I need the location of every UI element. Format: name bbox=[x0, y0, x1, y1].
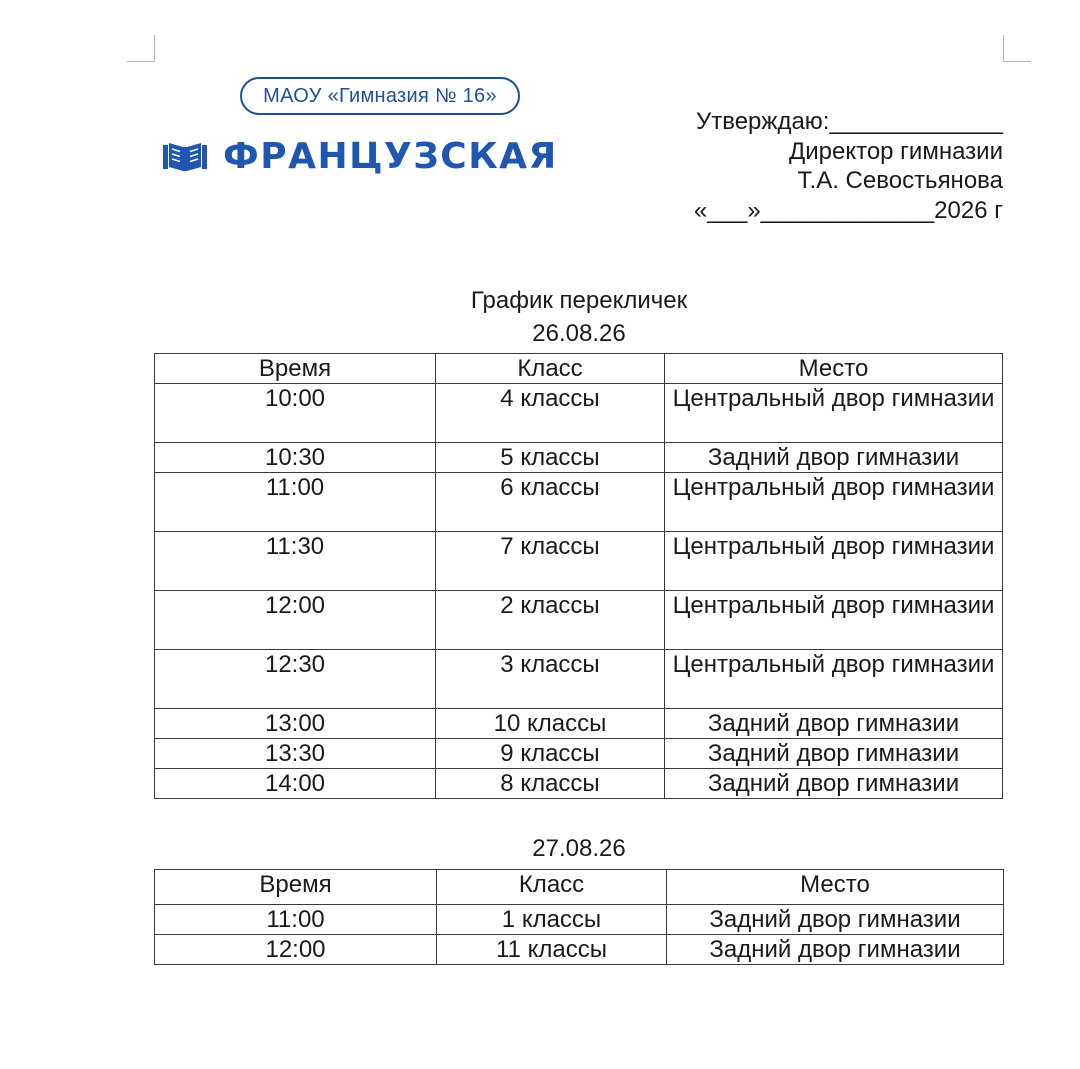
place-cell: Задний двор гимназии bbox=[667, 935, 1004, 965]
gymnasium-logo bbox=[163, 137, 558, 177]
page-corner-mark-right bbox=[1003, 35, 1031, 62]
column-header-place: Место bbox=[667, 870, 1004, 905]
approval-signature-line: Утверждаю:_____________ bbox=[695, 108, 1003, 135]
time-cell: 12:30 bbox=[155, 650, 436, 709]
school-name-badge: МАОУ «Гимназия № 16» bbox=[240, 77, 520, 115]
approval-director-name: Т.А. Севостьянова bbox=[797, 167, 1003, 194]
column-header-class: Класс bbox=[436, 354, 665, 384]
table-row bbox=[155, 709, 1003, 739]
class-cell: 4 классы bbox=[436, 384, 665, 443]
place-cell: Задний двор гимназии bbox=[667, 905, 1004, 935]
document-title: График перекличек bbox=[470, 287, 688, 314]
table-row bbox=[155, 739, 1003, 769]
time-cell: 10:00 bbox=[155, 384, 436, 443]
time-cell: 11:00 bbox=[155, 473, 436, 532]
time-cell: 13:00 bbox=[155, 709, 436, 739]
place-cell: Центральный двор гимназии bbox=[665, 650, 1003, 709]
table-header-row bbox=[155, 870, 1004, 905]
table-row bbox=[155, 443, 1003, 473]
table-row bbox=[155, 769, 1003, 799]
time-cell: 12:00 bbox=[155, 591, 436, 650]
place-cell: Задний двор гимназии bbox=[665, 443, 1003, 473]
class-cell: 8 классы bbox=[436, 769, 665, 799]
table-row bbox=[155, 532, 1003, 591]
class-cell: 1 классы bbox=[437, 905, 667, 935]
approval-date-line: «___»_____________2026 г bbox=[693, 196, 1003, 224]
column-header-time: Время bbox=[155, 870, 437, 905]
place-cell: Задний двор гимназии bbox=[665, 709, 1003, 739]
place-cell: Центральный двор гимназии bbox=[665, 473, 1003, 532]
schedule-table-day-2 bbox=[154, 869, 1004, 965]
day-1-date: 26.08.26 bbox=[532, 320, 626, 347]
table-header-row bbox=[155, 354, 1003, 384]
table-row bbox=[155, 935, 1004, 965]
class-cell: 5 классы bbox=[436, 443, 665, 473]
table-row bbox=[155, 591, 1003, 650]
place-cell: Центральный двор гимназии bbox=[665, 591, 1003, 650]
table-row bbox=[155, 473, 1003, 532]
day-2-date: 27.08.26 bbox=[532, 835, 626, 862]
place-cell: Центральный двор гимназии bbox=[665, 384, 1003, 443]
time-cell: 14:00 bbox=[155, 769, 436, 799]
column-header-place: Место bbox=[665, 354, 1003, 384]
place-cell: Задний двор гимназии bbox=[665, 769, 1003, 799]
time-cell: 12:00 bbox=[155, 935, 437, 965]
approval-position: Директор гимназии bbox=[788, 137, 1003, 165]
page-corner-mark-left bbox=[127, 35, 155, 62]
approval-block bbox=[694, 107, 1003, 225]
class-cell: 9 классы bbox=[436, 739, 665, 769]
time-cell: 11:00 bbox=[155, 905, 437, 935]
schedule-table-day-1 bbox=[154, 353, 1003, 799]
class-cell: 2 классы bbox=[436, 591, 665, 650]
class-cell: 6 классы bbox=[436, 473, 665, 532]
place-cell: Центральный двор гимназии bbox=[665, 532, 1003, 591]
table-row bbox=[155, 384, 1003, 443]
column-header-class: Класс bbox=[437, 870, 667, 905]
time-cell: 11:30 bbox=[155, 532, 436, 591]
class-cell: 7 классы bbox=[436, 532, 665, 591]
table-row bbox=[155, 905, 1004, 935]
table-row bbox=[155, 650, 1003, 709]
place-cell: Задний двор гимназии bbox=[665, 739, 1003, 769]
class-cell: 10 классы bbox=[436, 709, 665, 739]
time-cell: 13:30 bbox=[155, 739, 436, 769]
open-book-icon bbox=[163, 139, 207, 175]
time-cell: 10:30 bbox=[155, 443, 436, 473]
logo-wordmark: ФРАНЦУЗСКАЯ bbox=[223, 136, 558, 177]
column-header-time: Время bbox=[155, 354, 436, 384]
class-cell: 3 классы bbox=[436, 650, 665, 709]
class-cell: 11 классы bbox=[437, 935, 667, 965]
